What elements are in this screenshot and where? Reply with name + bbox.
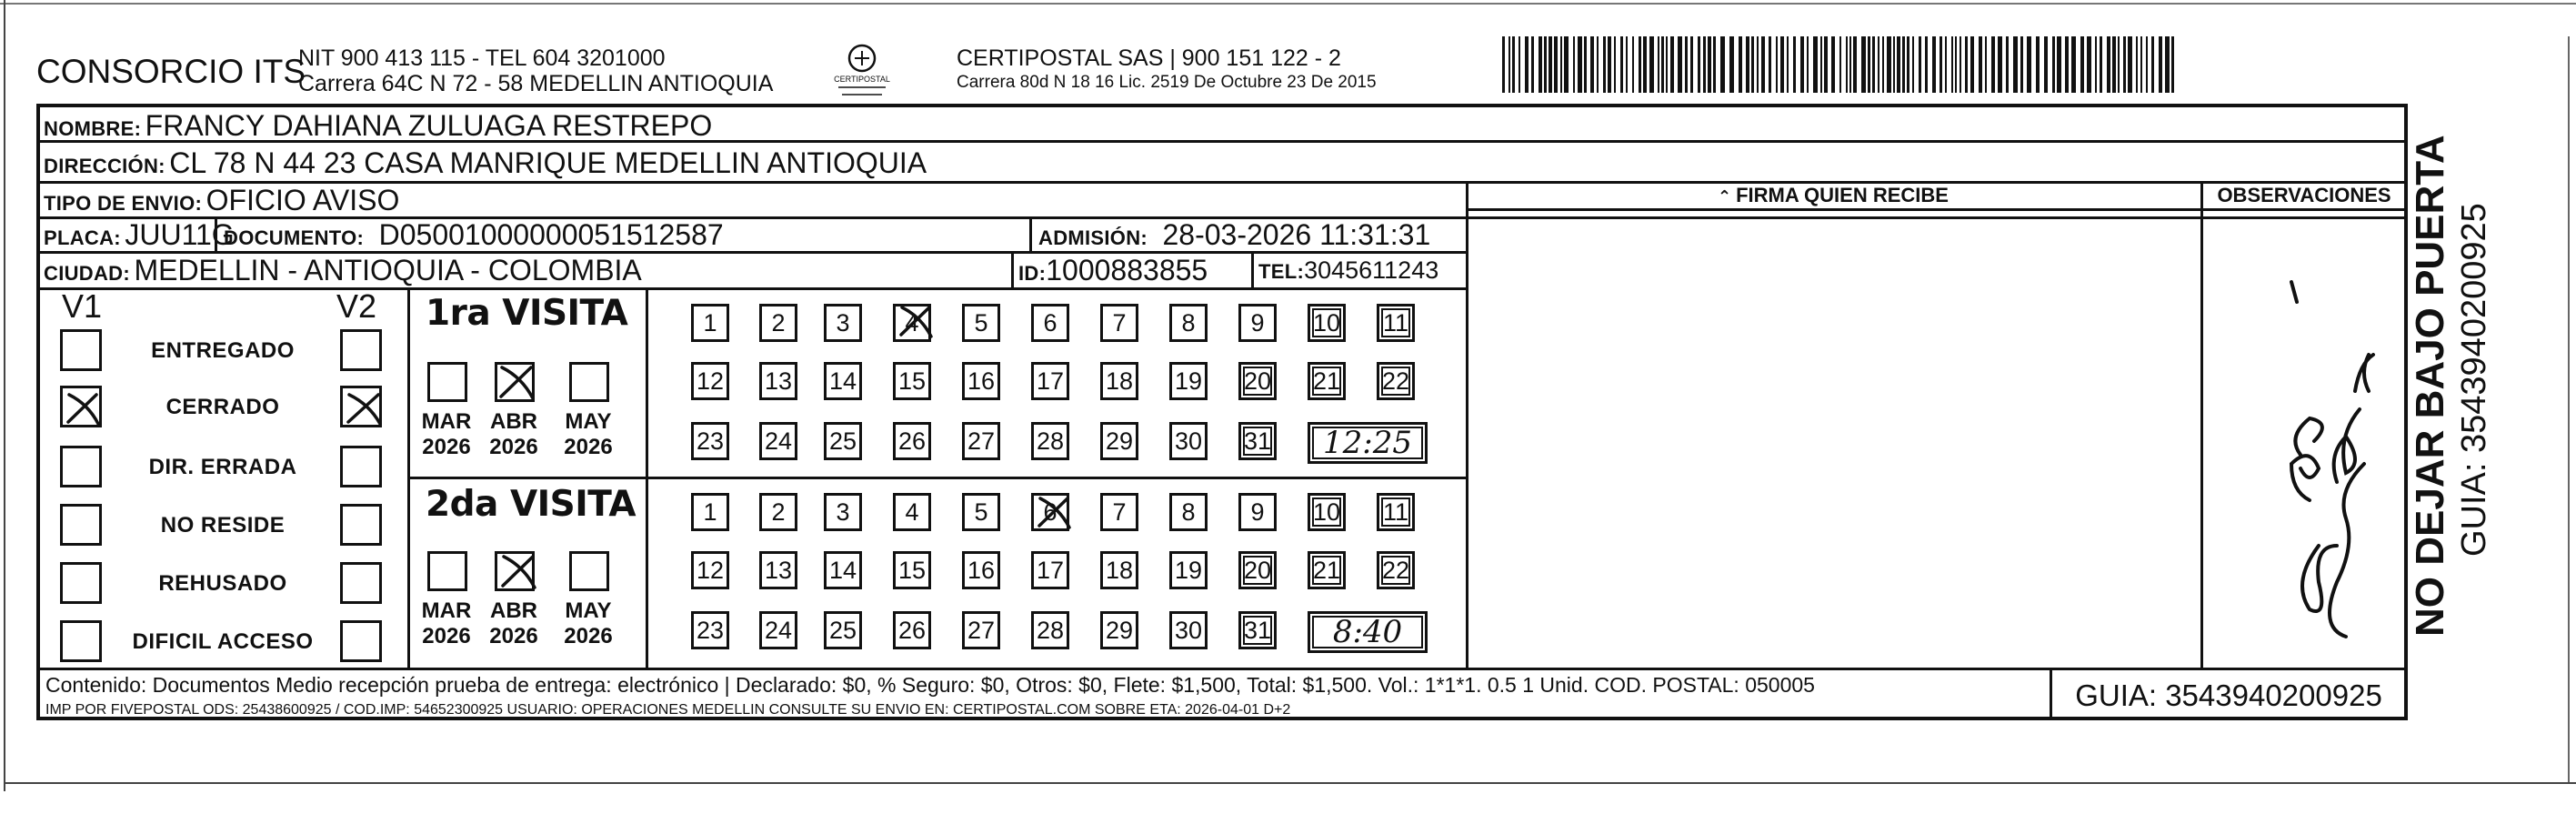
direccion-label: DIRECCIÓN: — [44, 155, 165, 177]
visit2-day-23[interactable]: 23 — [691, 611, 729, 649]
visit2-month-label — [415, 598, 478, 649]
barcode-bar — [2036, 36, 2040, 93]
barcode-bar — [2107, 36, 2110, 93]
v2-checkbox-2[interactable] — [340, 446, 382, 487]
visit1-day-16[interactable]: 16 — [962, 362, 1000, 400]
month-name: MAY — [565, 598, 612, 623]
imp-line: IMP POR FIVEPOSTAL ODS: 25438600925 / COD.IMP: 54652300925 USUARIO: OPERACIONES MEDELLIN CONSULTE SU ENVIO EN: CERTIPOSTAL.COM SOBRE ETA: 2026-04-01 D+2 — [45, 702, 1291, 718]
barcode-bar — [1824, 36, 1828, 93]
visit2-day-30[interactable]: 30 — [1169, 611, 1208, 649]
visit2-day-24[interactable]: 24 — [759, 611, 797, 649]
nombre-label: NOMBRE: — [44, 117, 142, 140]
barcode-bar — [2087, 36, 2091, 93]
no-dejar-warning: NO DEJAR BAJO PUERTA — [2408, 135, 2452, 637]
company-address: Carrera 64C N 72 - 58 MEDELLIN ANTIOQUIA — [298, 71, 774, 96]
barcode-bar — [1720, 36, 1725, 93]
barcode-bar — [1897, 36, 1900, 93]
barcode-bar — [1632, 36, 1634, 93]
barcode-bar — [1620, 36, 1623, 93]
barcode-bar — [1626, 36, 1628, 93]
nit-line: NIT 900 413 115 - TEL 604 3201000 — [298, 45, 666, 71]
status-label: REHUSADO — [158, 571, 287, 596]
visit1-day-3[interactable]: 3 — [824, 304, 862, 342]
barcode-bar — [1820, 36, 1822, 93]
barcode-bar — [2151, 36, 2154, 93]
scan-top-edge — [0, 3, 2576, 5]
barcode-bar — [1703, 36, 1706, 93]
v2-checkbox-4[interactable] — [340, 562, 382, 604]
admision-value: 28-03-2026 11:31:31 — [1162, 218, 1431, 251]
visit2-day-3[interactable]: 3 — [824, 493, 862, 531]
visit1-day-27[interactable]: 27 — [962, 422, 1000, 460]
barcode-bar — [1685, 36, 1688, 93]
tel-value: 3045611243 — [1304, 256, 1439, 284]
barcode-bar — [1649, 36, 1654, 93]
side-guia: GUIA: 3543940200925 — [2455, 203, 2493, 557]
barcode-bar — [1872, 36, 1875, 93]
placa-label: PLACA: — [44, 226, 121, 249]
barcode-bar — [1614, 36, 1616, 93]
barcode-bar — [1985, 36, 1987, 93]
documento-label: DOCUMENTO: — [224, 226, 365, 249]
barcode-bar — [1639, 36, 1641, 93]
visit1-day-11[interactable]: 11 — [1377, 304, 1415, 342]
barcode-bar — [1597, 36, 1599, 93]
barcode-bar — [1658, 36, 1659, 93]
recipient-name: FRANCY DAHIANA ZULUAGA RESTREPO — [145, 109, 713, 142]
barcode-bar — [2057, 36, 2061, 93]
visit2-day-2[interactable]: 2 — [759, 493, 797, 531]
month-year: 2026 — [489, 435, 538, 459]
visit1-day-5[interactable]: 5 — [962, 304, 1000, 342]
barcode-bar — [1925, 36, 1928, 93]
barcode-bar — [1661, 36, 1664, 93]
barcode-bar — [1945, 36, 1947, 93]
visit1-title: 1ra VISITA — [426, 293, 628, 334]
v1-label: V1 — [62, 287, 103, 325]
barcode-bar — [2165, 36, 2170, 93]
visit2-month-checkbox-0[interactable] — [427, 551, 467, 591]
visit1-day-22[interactable]: 22 — [1377, 362, 1415, 400]
ciudad-label: CIUDAD: — [44, 262, 130, 285]
firma-mark: ⌃ — [1718, 187, 1737, 206]
visit1-day-30[interactable]: 30 — [1169, 422, 1208, 460]
courier-line: CERTIPOSTAL SAS | 900 151 122 - 2 — [957, 45, 1341, 71]
month-name: MAR — [421, 409, 472, 434]
month-year: 2026 — [564, 624, 613, 648]
id-label: ID: — [1018, 262, 1047, 285]
barcode-bar — [1800, 36, 1804, 93]
v1-checkbox-4[interactable] — [60, 562, 102, 604]
barcode-bar — [1729, 36, 1734, 93]
barcode-bar — [1512, 36, 1515, 93]
visit2-day-1[interactable]: 1 — [691, 493, 729, 531]
visit1-day-31[interactable]: 31 — [1238, 422, 1277, 460]
tel-label: TEL: — [1258, 260, 1305, 283]
visit2-day-16[interactable]: 16 — [962, 551, 1000, 589]
barcode — [1502, 36, 2180, 96]
barcode-bar — [1813, 36, 1818, 93]
barcode-bar — [1590, 36, 1594, 93]
ciudad-value: MEDELLIN - ANTIOQUIA - COLOMBIA — [134, 254, 642, 286]
barcode-bar — [1519, 36, 1520, 93]
barcode-bar — [1868, 36, 1870, 93]
barcode-bar — [1846, 36, 1848, 93]
scan-left-edge — [4, 0, 5, 791]
barcode-bar — [1887, 36, 1891, 93]
visit1-month-label — [556, 409, 620, 460]
visit1-month-checkbox-0[interactable] — [427, 362, 467, 402]
barcode-bar — [2006, 36, 2009, 93]
v1-checkbox-1[interactable] — [60, 386, 102, 427]
barcode-bar — [1793, 36, 1796, 93]
visit2-day-14[interactable]: 14 — [824, 551, 862, 589]
barcode-bar — [2020, 36, 2023, 93]
courier-address: Carrera 80d N 18 16 Lic. 2519 De Octubre 23 De 2015 — [957, 73, 1377, 92]
v2-label: V2 — [336, 287, 377, 325]
month-year: 2026 — [489, 624, 538, 648]
visit2-day-31[interactable]: 31 — [1238, 611, 1277, 649]
tipo-envio-label: TIPO DE ENVIO: — [44, 192, 203, 215]
barcode-bar — [2159, 36, 2162, 93]
visit1-day-1[interactable]: 1 — [691, 304, 729, 342]
barcode-bar — [1878, 36, 1879, 93]
barcode-bar — [2171, 36, 2174, 93]
barcode-bar — [1831, 36, 1835, 93]
barcode-bar — [1998, 36, 2002, 93]
visit2-day-4[interactable]: 4 — [893, 493, 931, 531]
visit2-day-27[interactable]: 27 — [962, 611, 1000, 649]
visit2-day-12[interactable]: 12 — [691, 551, 729, 589]
contenido-line: Contenido: Documentos Medio recepción prueba de entrega: electrónico | Declarado: $0, % Seguro: $0, Otros: $0, Flete: $1,500, Total: $1,500. Vol.: 1*1*1. 0.5 1 Unid. COD. POSTAL: 050005 — [45, 673, 1815, 697]
barcode-bar — [2136, 36, 2138, 93]
barcode-bar — [1539, 36, 1542, 93]
barcode-bar — [1678, 36, 1682, 93]
month-year: 2026 — [422, 624, 471, 648]
barcode-bar — [1698, 36, 1700, 93]
v1-checkbox-5[interactable] — [60, 620, 102, 662]
barcode-bar — [1670, 36, 1674, 93]
barcode-bar — [1991, 36, 1995, 93]
visit1-day-7[interactable]: 7 — [1100, 304, 1138, 342]
month-year: 2026 — [422, 435, 471, 459]
barcode-bar — [2027, 36, 2031, 93]
visit2-day-26[interactable]: 26 — [893, 611, 931, 649]
visit1-day-24[interactable]: 24 — [759, 422, 797, 460]
visit1-day-10[interactable]: 10 — [1308, 304, 1346, 342]
visit2-day-7[interactable]: 7 — [1100, 493, 1138, 531]
firma-header: ⌃ FIRMA QUIEN RECIBE — [1718, 184, 1949, 206]
scan-bottom-edge — [4, 782, 2576, 784]
barcode-bar — [1893, 36, 1895, 93]
barcode-bar — [1509, 36, 1510, 93]
barcode-bar — [1525, 36, 1529, 93]
barcode-bar — [1531, 36, 1534, 93]
visit1-day-20[interactable]: 20 — [1238, 362, 1277, 400]
visit1-day-4[interactable]: 4 — [893, 304, 931, 342]
status-label: DIFICIL ACCESO — [132, 629, 314, 654]
month-name: MAR — [421, 598, 472, 623]
visit2-time[interactable]: 8:40 — [1308, 611, 1428, 653]
barcode-bar — [1554, 36, 1558, 93]
visit1-day-18[interactable]: 18 — [1100, 362, 1138, 400]
barcode-bar — [1919, 36, 1921, 93]
barcode-bar — [1839, 36, 1841, 93]
barcode-bar — [1970, 36, 1974, 93]
barcode-bar — [1951, 36, 1953, 93]
barcode-bar — [1544, 36, 1547, 93]
barcode-bar — [2100, 36, 2102, 93]
barcode-bar — [1643, 36, 1647, 93]
observaciones-header: OBSERVACIONES — [2217, 184, 2391, 206]
visit1-day-6[interactable]: 6 — [1031, 304, 1069, 342]
barcode-bar — [2112, 36, 2116, 93]
barcode-bar — [1965, 36, 1968, 93]
visit1-day-15[interactable]: 15 — [893, 362, 931, 400]
barcode-bar — [2095, 36, 2097, 93]
barcode-bar — [1849, 36, 1851, 93]
visit2-day-29[interactable]: 29 — [1100, 611, 1138, 649]
postal-seal-icon — [835, 40, 889, 100]
barcode-bar — [2052, 36, 2055, 93]
v2-checkbox-1[interactable] — [340, 386, 382, 427]
visit1-month-checkbox-1[interactable] — [495, 362, 535, 402]
visit1-day-28[interactable]: 28 — [1031, 422, 1069, 460]
shipment-type: OFICIO AVISO — [205, 184, 400, 216]
v1-checkbox-0[interactable] — [60, 329, 102, 371]
visit2-day-8[interactable]: 8 — [1169, 493, 1208, 531]
barcode-bar — [2128, 36, 2132, 93]
visit1-time[interactable]: 12:25 — [1308, 422, 1428, 464]
v2-checkbox-5[interactable] — [340, 620, 382, 662]
barcode-bar — [1739, 36, 1742, 93]
recipient-address: CL 78 N 44 23 CASA MANRIQUE MEDELLIN ANTIOQUIA — [169, 146, 927, 179]
visit2-month-label — [482, 598, 546, 649]
visit2-day-28[interactable]: 28 — [1031, 611, 1069, 649]
barcode-bar — [1578, 36, 1582, 93]
visit2-day-10[interactable]: 10 — [1308, 493, 1346, 531]
visit2-day-20[interactable]: 20 — [1238, 551, 1277, 589]
visit2-day-18[interactable]: 18 — [1100, 551, 1138, 589]
month-name: ABR — [490, 598, 537, 623]
visit1-month-checkbox-2[interactable] — [569, 362, 609, 402]
barcode-bar — [1757, 36, 1759, 93]
barcode-bar — [2044, 36, 2048, 93]
visit2-day-19[interactable]: 19 — [1169, 551, 1208, 589]
barcode-bar — [2071, 36, 2076, 93]
barcode-bar — [1902, 36, 1905, 93]
barcode-bar — [2123, 36, 2126, 93]
v1-checkbox-2[interactable] — [60, 446, 102, 487]
barcode-bar — [1979, 36, 1982, 93]
barcode-bar — [1690, 36, 1693, 93]
barcode-bar — [1761, 36, 1765, 93]
visit1-day-23[interactable]: 23 — [691, 422, 729, 460]
barcode-bar — [1751, 36, 1754, 93]
barcode-bar — [2065, 36, 2069, 93]
certipostal-logo — [835, 40, 889, 100]
visit1-day-21[interactable]: 21 — [1308, 362, 1346, 400]
visit1-day-17[interactable]: 17 — [1031, 362, 1069, 400]
visit1-month-label — [415, 409, 478, 460]
visit1-day-29[interactable]: 29 — [1100, 422, 1138, 460]
barcode-bar — [1769, 36, 1771, 93]
month-year: 2026 — [564, 435, 613, 459]
status-label: DIR. ERRADA — [148, 455, 297, 479]
barcode-bar — [1912, 36, 1914, 93]
visit2-month-checkbox-1[interactable] — [495, 551, 535, 591]
barcode-bar — [1549, 36, 1552, 93]
id-value: 1000883855 — [1046, 254, 1208, 286]
documento-value: D05001000000051512587 — [378, 218, 724, 251]
barcode-bar — [1861, 36, 1866, 93]
barcode-bar — [1603, 36, 1606, 93]
barcode-bar — [2080, 36, 2084, 93]
status-label: ENTREGADO — [151, 338, 295, 363]
visit2-month-checkbox-2[interactable] — [569, 551, 609, 591]
visit2-month-label — [556, 598, 620, 649]
barcode-bar — [1940, 36, 1942, 93]
month-name: ABR — [490, 409, 537, 434]
barcode-bar — [1666, 36, 1668, 93]
barcode-bar — [1960, 36, 1961, 93]
barcode-bar — [1608, 36, 1611, 93]
barcode-bar — [1564, 36, 1569, 93]
barcode-bar — [2140, 36, 2142, 93]
visit2-day-22[interactable]: 22 — [1377, 551, 1415, 589]
visit2-day-25[interactable]: 25 — [824, 611, 862, 649]
barcode-bar — [1708, 36, 1711, 93]
barcode-bar — [2146, 36, 2148, 93]
v1-checkbox-3[interactable] — [60, 504, 102, 546]
visit1-day-2[interactable]: 2 — [759, 304, 797, 342]
barcode-bar — [1573, 36, 1575, 93]
barcode-bar — [1787, 36, 1789, 93]
visit2-title: 2da VISITA — [426, 484, 636, 525]
visit1-day-9[interactable]: 9 — [1238, 304, 1277, 342]
visit1-day-19[interactable]: 19 — [1169, 362, 1208, 400]
barcode-bar — [2013, 36, 2018, 93]
footer-guia: GUIA: 3543940200925 — [2075, 678, 2382, 712]
status-label: NO RESIDE — [160, 513, 286, 538]
barcode-bar — [1584, 36, 1587, 93]
status-label: CERRADO — [165, 395, 280, 419]
visit1-day-26[interactable]: 26 — [893, 422, 931, 460]
barcode-bar — [1853, 36, 1857, 93]
visit1-day-13[interactable]: 13 — [759, 362, 797, 400]
company-name: CONSORCIO ITS — [36, 53, 306, 90]
visit2-day-13[interactable]: 13 — [759, 551, 797, 589]
v2-checkbox-3[interactable] — [340, 504, 382, 546]
barcode-bar — [1907, 36, 1909, 93]
admision-label: ADMISIÓN: — [1038, 226, 1148, 249]
barcode-bar — [1807, 36, 1809, 93]
visit2-day-5[interactable]: 5 — [962, 493, 1000, 531]
barcode-bar — [1882, 36, 1884, 93]
visit1-day-8[interactable]: 8 — [1169, 304, 1208, 342]
barcode-bar — [1932, 36, 1936, 93]
visit2-day-17[interactable]: 17 — [1031, 551, 1069, 589]
barcode-bar — [2118, 36, 2120, 93]
v2-checkbox-0[interactable] — [340, 329, 382, 371]
barcode-bar — [1560, 36, 1562, 93]
barcode-bar — [1776, 36, 1778, 93]
placa-value: JUU11G — [125, 218, 235, 251]
month-name: MAY — [565, 409, 612, 434]
barcode-bar — [1746, 36, 1749, 93]
barcode-bar — [1713, 36, 1716, 93]
visit2-day-15[interactable]: 15 — [893, 551, 931, 589]
barcode-bar — [1955, 36, 1957, 93]
visit1-day-14[interactable]: 14 — [824, 362, 862, 400]
visit2-day-21[interactable]: 21 — [1308, 551, 1346, 589]
scan-right-edge — [2568, 36, 2570, 782]
barcode-bar — [1780, 36, 1784, 93]
visit2-day-6[interactable]: 6 — [1031, 493, 1069, 531]
logo-text: CERTIPOSTAL — [834, 75, 890, 84]
barcode-bar — [1502, 36, 1505, 93]
visit1-day-25[interactable]: 25 — [824, 422, 862, 460]
visit2-day-9[interactable]: 9 — [1238, 493, 1277, 531]
visit2-day-11[interactable]: 11 — [1377, 493, 1415, 531]
visit1-month-label — [482, 409, 546, 460]
visit1-day-12[interactable]: 12 — [691, 362, 729, 400]
